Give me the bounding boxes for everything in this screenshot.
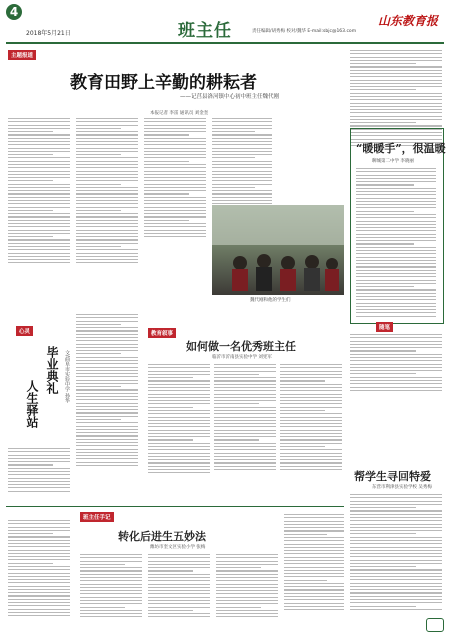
right-article-author: 聊城第二中学 李晓丽 (372, 159, 414, 164)
bottom-col5 (284, 514, 344, 612)
main-article-byline: 本报记者 李雷 通讯员 刘金奎 (150, 111, 209, 116)
main-article-col1 (8, 118, 70, 266)
mid-article-col1 (148, 364, 210, 476)
feature-tag: 主题报道 (8, 50, 36, 60)
bottom-rule (6, 506, 344, 507)
mid-article-title: 如何做一名优秀班主任 (186, 340, 296, 353)
left-vertical-title-1: 毕业典礼 (45, 346, 59, 394)
main-article-col4 (212, 118, 272, 207)
right-bottom-title: 帮学生寻回特爱 (354, 470, 431, 483)
main-article-subtitle: ——记莒县洛河镇中心初中班主任魏代刚 (180, 94, 280, 100)
right-bottom-author: 东营市利津县实验学校 吴秀梅 (372, 485, 432, 490)
photo-caption: 魏代刚和他的学生们 (250, 298, 291, 303)
main-article-col2 (76, 118, 138, 266)
bottom-article-author: 潍坊市奎文区实验小学 张梅 (150, 545, 206, 550)
feature-photo (212, 205, 344, 295)
mid-article-author: 临沂市沂南县实验中学 刘宪军 (212, 355, 272, 360)
mid-article-col3 (280, 364, 342, 472)
newspaper-logo: 山东教育报 (378, 14, 439, 28)
right-bottom-text-2 (350, 494, 442, 612)
editor-line: 责任编辑/胡秀梅 校对/魏华 E-mail:sbjc@163.com (252, 29, 357, 34)
main-article-title: 教育田野上辛勤的耕耘者 (70, 73, 257, 93)
bottom-col4 (216, 554, 278, 620)
right-article-title: “暖暖手”，很温暖 (356, 142, 446, 155)
issue-date: 2018年5月21日 (26, 30, 71, 37)
story-tag: 教育叙事 (148, 328, 176, 338)
bottom-article-title: 转化后进生五妙法 (118, 530, 206, 543)
heart-tag: 心灵 (16, 326, 33, 336)
page-number: 4 (6, 4, 22, 20)
page-header (0, 0, 450, 44)
left-vertical-author: 文/曲阜市实验中学 孙华 (64, 350, 70, 404)
mid-article-col2 (214, 364, 276, 472)
right-bottom-text-1 (350, 334, 442, 393)
essay-tag: 随笔 (376, 322, 393, 332)
bottom-col3 (148, 554, 210, 620)
left-story-col (76, 314, 138, 468)
photo-illustration (212, 205, 344, 295)
bottom-col2 (80, 554, 142, 620)
notes-tag: 班主任手记 (80, 512, 114, 522)
right-article-text (356, 168, 436, 319)
main-article-col3 (144, 118, 206, 239)
section-title: 班主任 (178, 21, 232, 41)
corner-icon (426, 618, 444, 632)
left-vertical-title-2: 人生驿站 (25, 380, 39, 428)
left-story-col2 (8, 448, 70, 494)
bottom-col1 (8, 520, 70, 618)
header-rule (6, 42, 444, 44)
